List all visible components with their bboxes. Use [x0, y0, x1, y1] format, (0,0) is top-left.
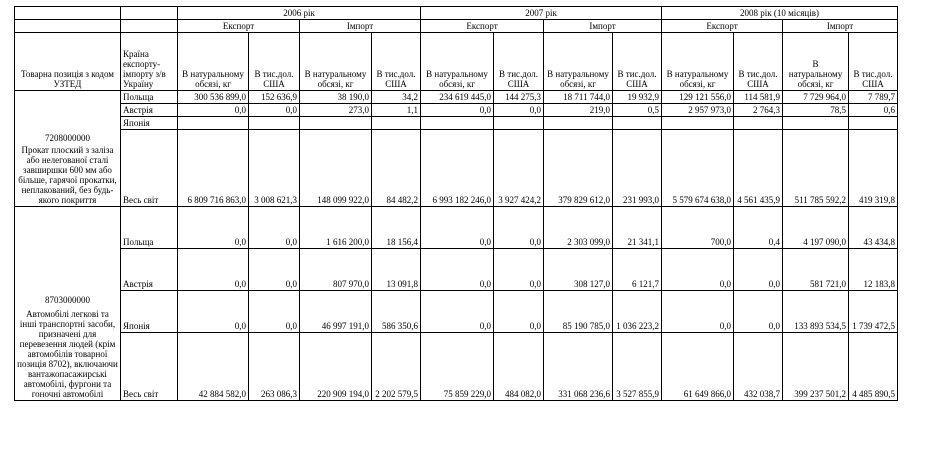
- table-row: [15, 91, 898, 104]
- value-cell: [849, 117, 898, 130]
- country-cell: Польща: [121, 91, 178, 104]
- value-cell: 0,0: [178, 207, 249, 249]
- value-cell: 114 581,9: [734, 91, 783, 104]
- value-cell: 511 785 592,2: [783, 130, 849, 207]
- value-cell: 3 927 424,2: [494, 130, 544, 207]
- value-cell: 0,0: [494, 207, 544, 249]
- country-cell: Польща: [121, 207, 178, 249]
- value-cell: 0,0: [421, 207, 494, 249]
- product-code: 7208000000: [45, 133, 90, 143]
- value-cell: 0,0: [494, 291, 544, 333]
- value-cell: 1 616 200,0: [300, 207, 372, 249]
- value-cell: [783, 117, 849, 130]
- value-cell: 0,0: [421, 249, 494, 291]
- product-name: Прокат плоский з заліза або нелегованої сталі завширшки 600 мм або більше, гарячої прокатки, неплакований, без будь-якого покриття: [18, 145, 117, 205]
- header-direction-import-2008: Імпорт: [783, 20, 898, 33]
- value-cell: [734, 117, 783, 130]
- table-header-directions: [15, 20, 898, 33]
- header-direction-export-2006: Експорт: [178, 20, 300, 33]
- value-cell: 144 275,3: [494, 91, 544, 104]
- value-cell: 6 809 716 863,0: [178, 130, 249, 207]
- value-cell: 0,0: [249, 291, 300, 333]
- value-cell: 0,0: [662, 291, 734, 333]
- value-cell: 2 764,3: [734, 104, 783, 117]
- value-cell: 1 036 223,2: [613, 291, 662, 333]
- value-cell: 7 789,7: [849, 91, 898, 104]
- value-cell: 231 993,0: [613, 130, 662, 207]
- value-cell: 21 341,1: [613, 207, 662, 249]
- value-cell: 0,0: [662, 249, 734, 291]
- value-cell: 220 909 194,0: [300, 333, 372, 401]
- value-cell: 148 099 922,0: [300, 130, 372, 207]
- country-cell: Весь світ: [121, 130, 178, 207]
- header-unit-10: В тис.дол. США: [734, 33, 783, 91]
- spacer-cell: [15, 7, 121, 20]
- value-cell: 61 649 866,0: [662, 333, 734, 401]
- value-cell: 1,1: [372, 104, 421, 117]
- header-unit-6: В тис.дол. США: [494, 33, 544, 91]
- table-header-units: [15, 33, 898, 91]
- value-cell: 34,2: [372, 91, 421, 104]
- value-cell: 308 127,0: [544, 249, 613, 291]
- header-direction-export-2007: Експорт: [421, 20, 544, 33]
- header-unit-5: В натуральному обсязі, кг: [421, 33, 494, 91]
- value-cell: 152 636,9: [249, 91, 300, 104]
- value-cell: 78,5: [783, 104, 849, 117]
- value-cell: 4 197 090,0: [783, 207, 849, 249]
- country-cell: Японія: [121, 291, 178, 333]
- value-cell: 4 485 890,5: [849, 333, 898, 401]
- value-cell: [613, 117, 662, 130]
- spacer-cell: [121, 20, 178, 33]
- header-unit-7: В натуральному обсязі, кг: [544, 33, 613, 91]
- header-unit-3: В натуральному обсязі, кг: [300, 33, 372, 91]
- value-cell: 263 086,3: [249, 333, 300, 401]
- value-cell: 3 008 621,3: [249, 130, 300, 207]
- value-cell: 0,0: [178, 104, 249, 117]
- country-cell: Весь світ: [121, 333, 178, 401]
- value-cell: 700,0: [662, 207, 734, 249]
- value-cell: 129 121 556,0: [662, 91, 734, 104]
- value-cell: 0,0: [494, 104, 544, 117]
- header-direction-import-2006: Імпорт: [300, 20, 421, 33]
- value-cell: 807 970,0: [300, 249, 372, 291]
- value-cell: 484 082,0: [494, 333, 544, 401]
- value-cell: 43 434,8: [849, 207, 898, 249]
- value-cell: 2 303 099,0: [544, 207, 613, 249]
- header-unit-4: В тис.дол. США: [372, 33, 421, 91]
- value-cell: 399 237 501,2: [783, 333, 849, 401]
- table-row: [15, 104, 898, 117]
- value-cell: 432 038,7: [734, 333, 783, 401]
- value-cell: 300 536 899,0: [178, 91, 249, 104]
- header-unit-9: В натуральному обсязі, кг: [662, 33, 734, 91]
- value-cell: 0,6: [849, 104, 898, 117]
- value-cell: 0,0: [734, 249, 783, 291]
- value-cell: 0,0: [494, 249, 544, 291]
- header-unit-2: В тис.дол. США: [249, 33, 300, 91]
- value-cell: [544, 117, 613, 130]
- value-cell: 2 957 973,0: [662, 104, 734, 117]
- value-cell: 379 829 612,0: [544, 130, 613, 207]
- value-cell: 419 319,8: [849, 130, 898, 207]
- value-cell: 133 893 534,5: [783, 291, 849, 333]
- value-cell: 0,4: [734, 207, 783, 249]
- header-col-product: Товарна позиція з кодом УЗТЕД: [15, 33, 121, 91]
- table-row: [15, 207, 898, 249]
- country-cell: Японія: [121, 117, 178, 130]
- value-cell: 0,5: [613, 104, 662, 117]
- header-year-2006: 2006 рік: [178, 7, 421, 20]
- value-cell: 0,0: [249, 104, 300, 117]
- value-cell: 6 121,7: [613, 249, 662, 291]
- value-cell: 18 156,4: [372, 207, 421, 249]
- product-code: 8703000000: [45, 295, 90, 305]
- product-cell-8703: [15, 207, 121, 401]
- value-cell: 46 997 191,0: [300, 291, 372, 333]
- table-row: [15, 117, 898, 130]
- table-row: [15, 291, 898, 333]
- header-year-2007: 2007 рік: [421, 7, 662, 20]
- value-cell: 581 721,0: [783, 249, 849, 291]
- value-cell: 2 202 579,5: [372, 333, 421, 401]
- product-cell-7208: [15, 91, 121, 207]
- value-cell: 0,0: [734, 291, 783, 333]
- header-direction-import-2007: Імпорт: [544, 20, 662, 33]
- value-cell: [249, 117, 300, 130]
- value-cell: [494, 117, 544, 130]
- country-cell: Австрія: [121, 249, 178, 291]
- header-unit-8: В тис.дол. США: [613, 33, 662, 91]
- spacer-cell: [15, 20, 121, 33]
- table-row: [15, 130, 898, 207]
- value-cell: 0,0: [249, 207, 300, 249]
- value-cell: 7 729 964,0: [783, 91, 849, 104]
- header-unit-1: В натуральному обсязі, кг: [178, 33, 249, 91]
- value-cell: [662, 117, 734, 130]
- header-year-2008: 2008 рік (10 місяців): [662, 7, 898, 20]
- value-cell: 3 527 855,9: [613, 333, 662, 401]
- value-cell: 219,0: [544, 104, 613, 117]
- header-col-country: Країна експорту-імпорту з/в Україну: [121, 33, 178, 91]
- value-cell: 13 091,8: [372, 249, 421, 291]
- value-cell: 234 619 445,0: [421, 91, 494, 104]
- value-cell: [421, 117, 494, 130]
- header-direction-export-2008: Експорт: [662, 20, 783, 33]
- table-header-years: [15, 7, 898, 20]
- value-cell: 586 350,6: [372, 291, 421, 333]
- value-cell: 19 932,9: [613, 91, 662, 104]
- trade-statistics-table: [14, 6, 898, 401]
- product-name: Автомобілі легкові та інші транспортні засоби, призначені для перевезення людей (крім автомобілів товарної позиція 8702), включаючи вантажопасажирські автомобілі, фургони та гоночні автомобілі: [17, 309, 118, 399]
- table-row: [15, 249, 898, 291]
- value-cell: 12 183,8: [849, 249, 898, 291]
- country-cell: Австрія: [121, 104, 178, 117]
- header-unit-12: В тис.дол. США: [849, 33, 898, 91]
- value-cell: 6 993 182 246,0: [421, 130, 494, 207]
- value-cell: 75 859 229,0: [421, 333, 494, 401]
- value-cell: [178, 117, 249, 130]
- header-unit-11: В натуральному обсязі, кг: [783, 33, 849, 91]
- value-cell: 0,0: [249, 249, 300, 291]
- table-row: [15, 333, 898, 401]
- value-cell: 0,0: [421, 291, 494, 333]
- spacer-cell: [121, 7, 178, 20]
- value-cell: 0,0: [421, 104, 494, 117]
- value-cell: [372, 117, 421, 130]
- value-cell: 1 739 472,5: [849, 291, 898, 333]
- value-cell: 85 190 785,0: [544, 291, 613, 333]
- value-cell: 42 884 582,0: [178, 333, 249, 401]
- value-cell: 5 579 674 638,0: [662, 130, 734, 207]
- value-cell: 0,0: [178, 291, 249, 333]
- value-cell: 0,0: [178, 249, 249, 291]
- value-cell: 84 482,2: [372, 130, 421, 207]
- value-cell: 331 068 236,6: [544, 333, 613, 401]
- value-cell: 18 711 744,0: [544, 91, 613, 104]
- value-cell: 38 190,0: [300, 91, 372, 104]
- value-cell: [300, 117, 372, 130]
- value-cell: 273,0: [300, 104, 372, 117]
- value-cell: 4 561 435,9: [734, 130, 783, 207]
